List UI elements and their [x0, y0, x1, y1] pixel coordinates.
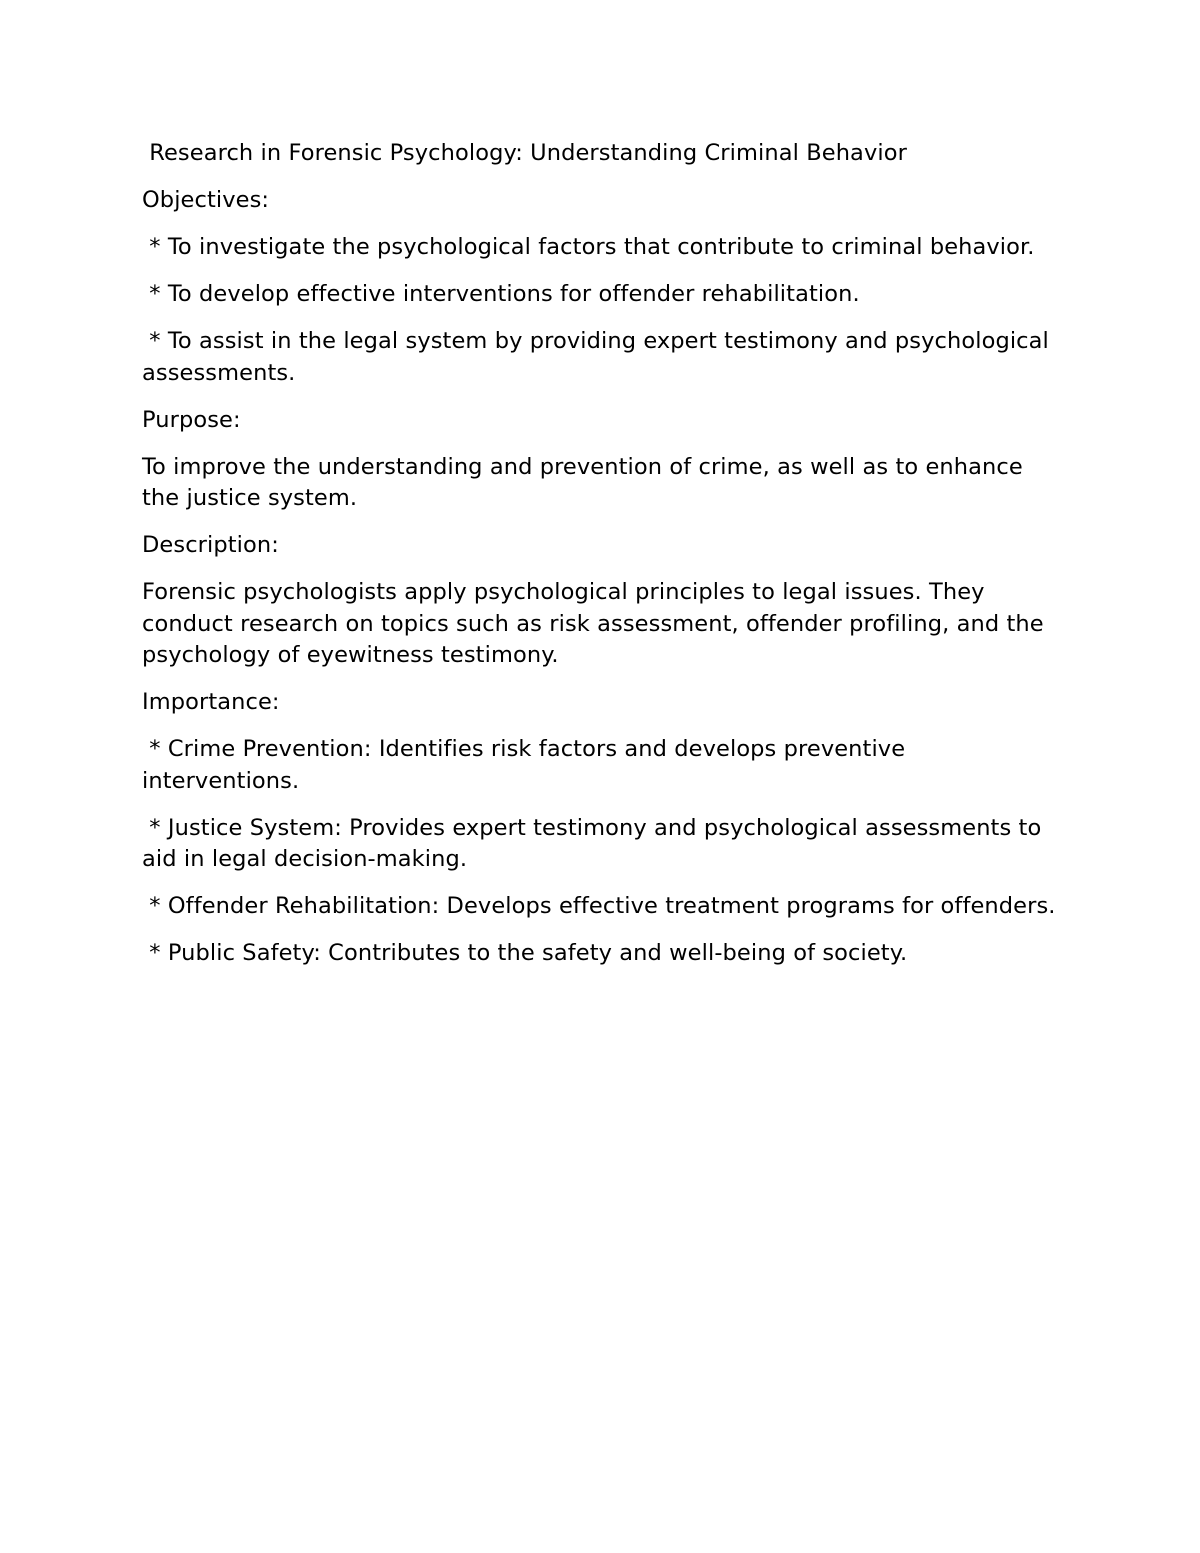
- objective-item: * To investigate the psychological factors that contribute to criminal behavior.: [142, 234, 1035, 260]
- objective-item: * To assist in the legal system by providing expert testimony and psychological assessments.: [142, 328, 1057, 386]
- purpose-heading: Purpose:: [142, 406, 241, 433]
- importance-item: * Public Safety: Contributes to the safety and well-being of society.: [142, 940, 908, 966]
- purpose-text: To improve the understanding and prevention of crime, as well as to enhance the justice system.: [142, 453, 1031, 511]
- importance-item: * Offender Rehabilitation: Develops effective treatment programs for offenders.: [142, 893, 1056, 919]
- description-heading: Description:: [142, 532, 279, 558]
- objectives-heading: Objectives:: [142, 187, 270, 213]
- document-body: [142, 138, 1067, 985]
- importance-item: * Justice System: Provides expert testimony and psychological assessments to aid in legal decision-making.: [142, 814, 1049, 872]
- importance-heading: Importance:: [142, 689, 280, 715]
- description-text: Forensic psychologists apply psychological principles to legal issues. They conduct research on topics such as risk assessment, offender profiling, and the psychology of eyewitness testimony.: [142, 579, 1051, 668]
- importance-item: * Crime Prevention: Identifies risk factors and develops preventive interventions.: [142, 736, 913, 794]
- document-title: Research in Forensic Psychology: Understanding Criminal Behavior: [142, 140, 907, 166]
- objective-item: * To develop effective interventions for offender rehabilitation.: [142, 281, 860, 307]
